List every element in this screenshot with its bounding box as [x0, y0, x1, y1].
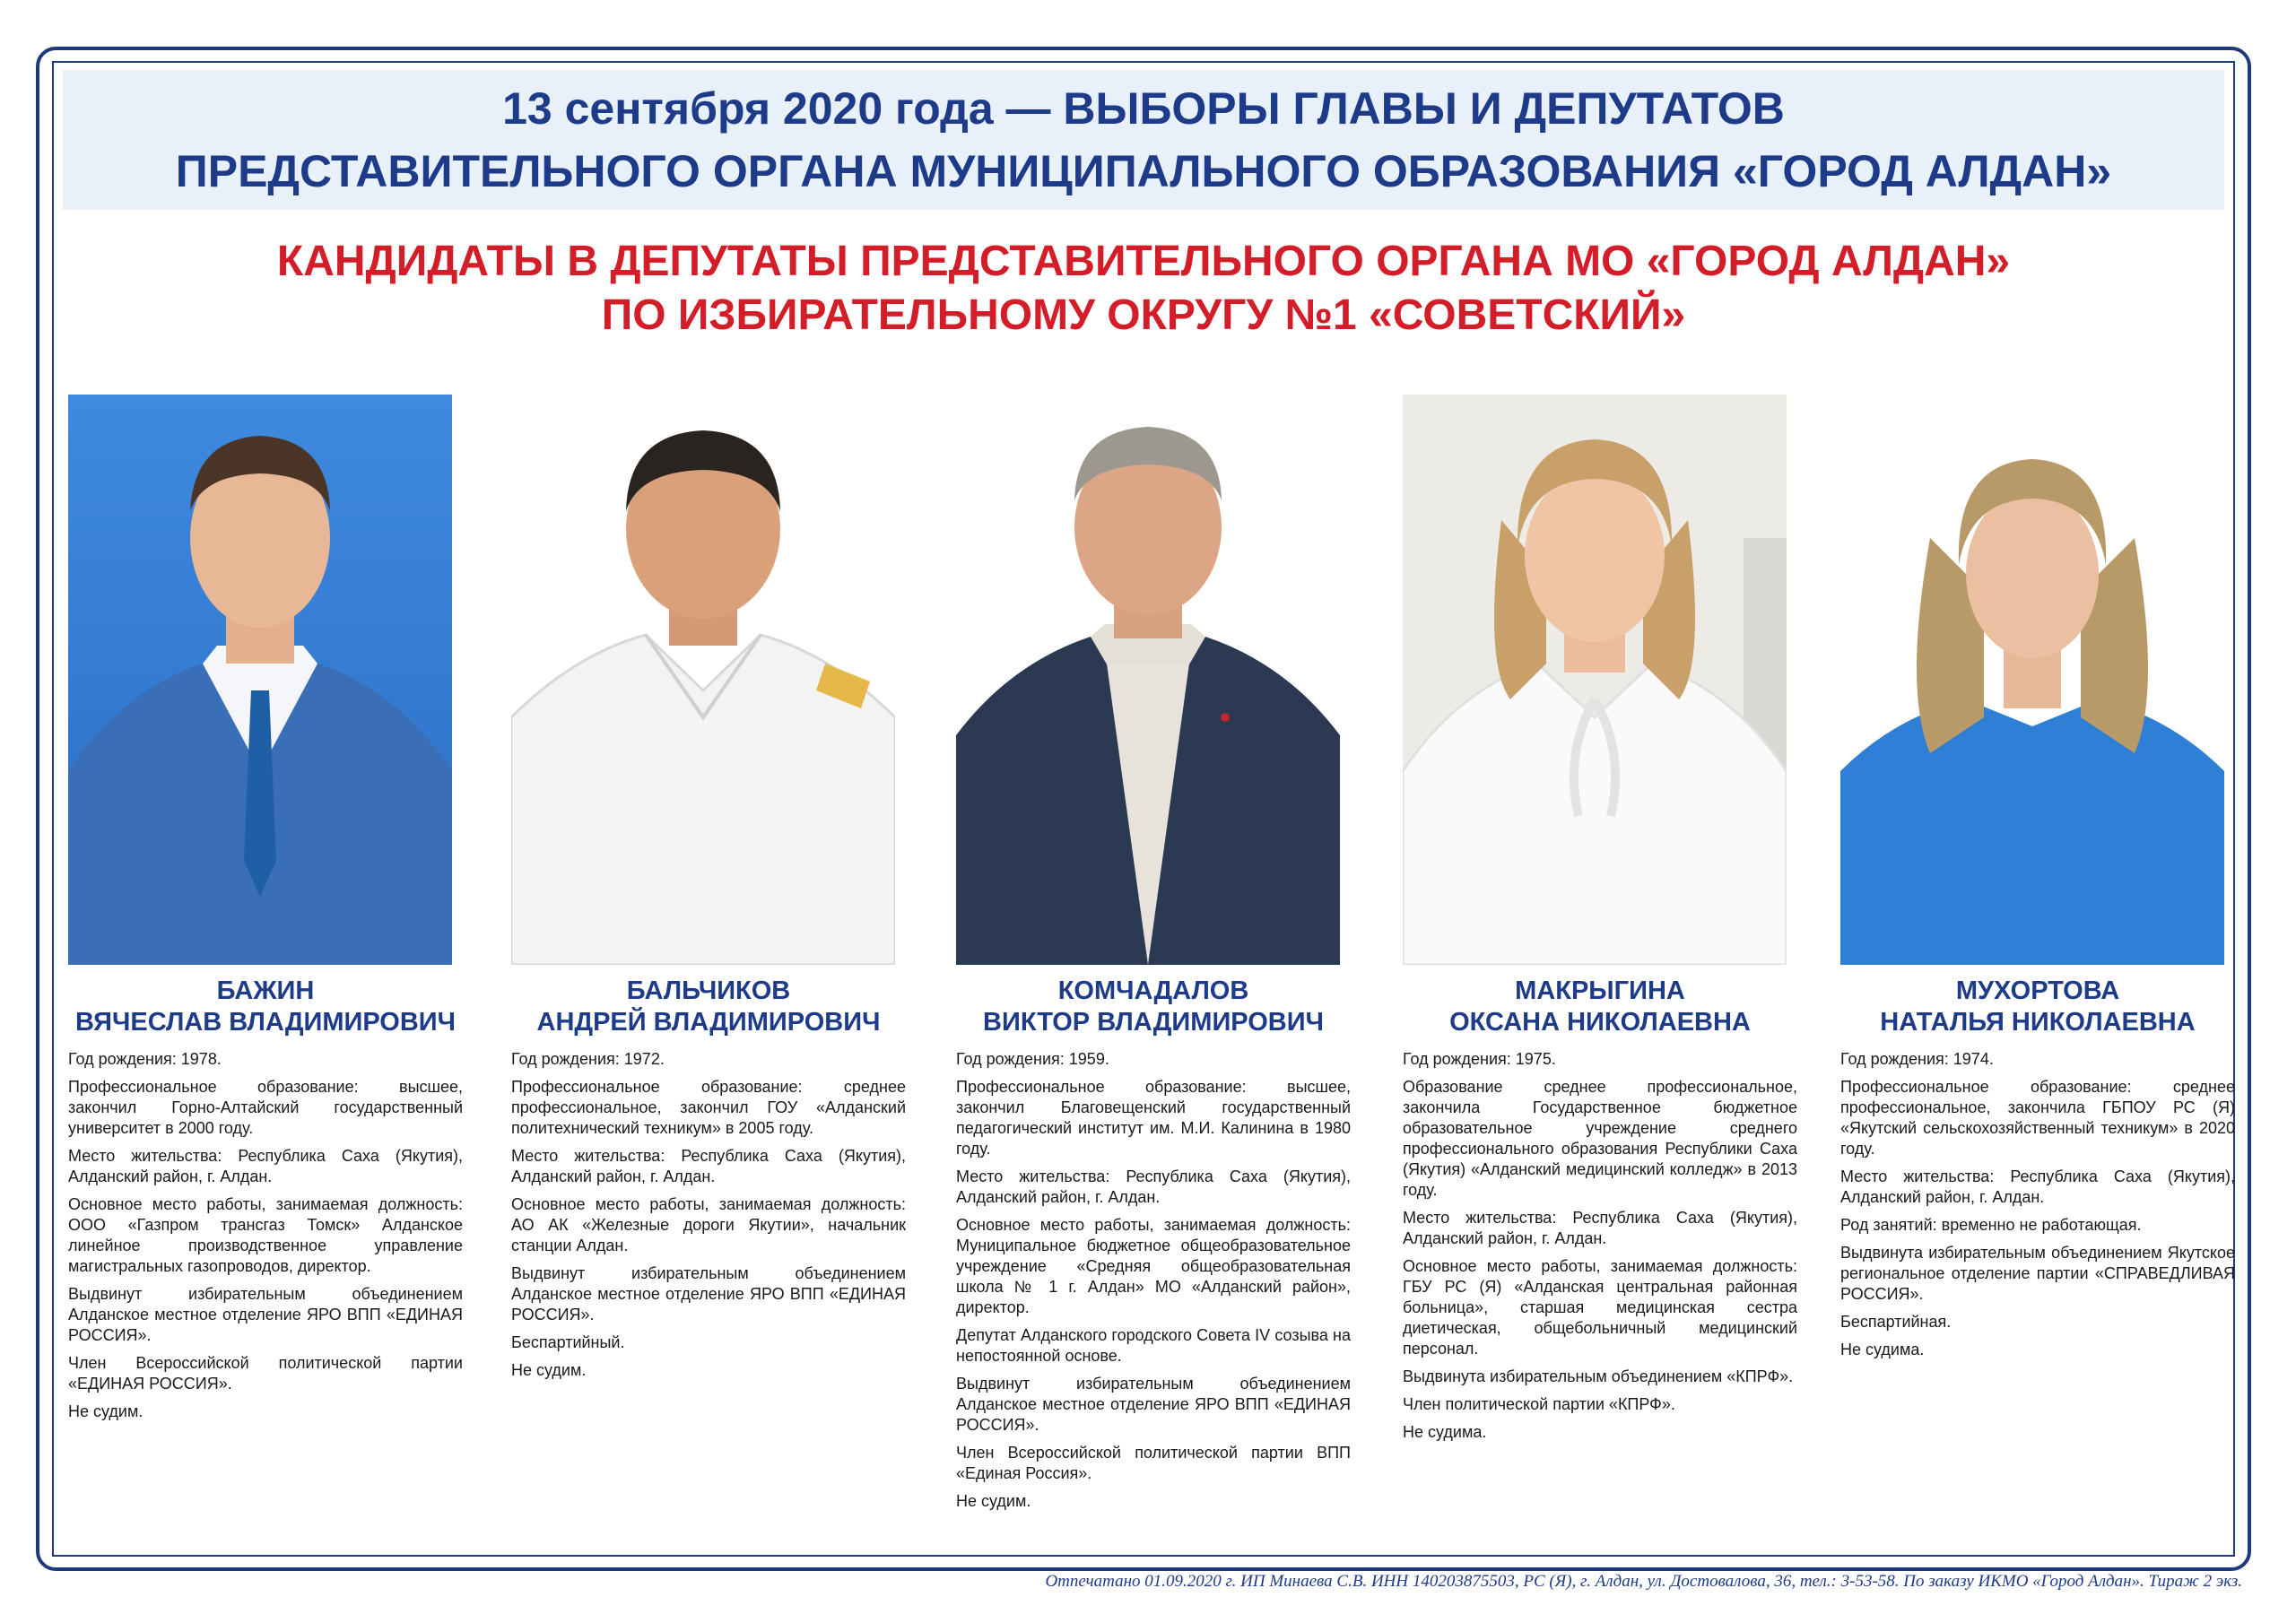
bio-line: Выдвинут избирательным объединением Алданское местное отделение ЯРО ВПП «ЕДИНАЯ РОССИЯ». [68, 1285, 463, 1344]
bio-line: Выдвинут избирательным объединением Алданское местное отделение ЯРО ВПП «ЕДИНАЯ РОССИЯ». [956, 1375, 1351, 1434]
candidate-photo [68, 395, 452, 965]
candidate-photo [956, 395, 1340, 965]
candidate-given-names: ОКСАНА НИКОЛАЕВНА [1449, 1008, 1751, 1037]
candidate-surname: БАЛЬЧИКОВ [626, 976, 791, 1005]
bio-line: Член Всероссийской политической партии «ЕДИНАЯ РОССИЯ». [68, 1354, 463, 1393]
bio-line: Не судим. [68, 1402, 144, 1420]
candidate-card [511, 395, 906, 1388]
candidate-photo [1403, 395, 1787, 965]
title-line-1: 13 сентября 2020 года — ВЫБОРЫ ГЛАВЫ И ДЕПУТАТОВ [502, 83, 1785, 134]
bio-line: Год рождения: 1959. [956, 1050, 1109, 1068]
candidate-card [1840, 395, 2235, 1367]
candidate-name [956, 976, 1351, 1038]
candidate-name [68, 976, 463, 1038]
candidate-card [68, 395, 463, 1429]
candidate-name [511, 976, 906, 1038]
candidate-bio [511, 1049, 906, 1381]
bio-line: Не судима. [1403, 1423, 1487, 1441]
candidate-given-names: АНДРЕЙ ВЛАДИМИРОВИЧ [536, 1008, 881, 1037]
bio-line: Место жительства: Республика Саха (Якутия), Алданский район, г. Алдан. [68, 1147, 463, 1185]
candidate-bio [68, 1049, 463, 1422]
bio-line: Профессиональное образование: среднее профессиональное, закончила ГБПОУ РС (Я) «Якутский сельскохозяйственный техникум» в 2020 году. [1840, 1078, 2235, 1158]
bio-line: Депутат Алданского городского Совета IV созыва на непостоянной основе. [956, 1326, 1351, 1365]
print-imprint: Отпечатано 01.09.2020 г. ИП Минаева С.В. ИНН 140203875503, РС (Я), г. Алдан, ул. Достовалова, 36, тел.: 3-53-58. По заказу ИКМО «Город Алдан». Тираж 2 экз. [1045, 1572, 2242, 1591]
subtitle-line-1: КАНДИДАТЫ В ДЕПУТАТЫ ПРЕДСТАВИТЕЛЬНОГО ОРГАНА МО «ГОРОД АЛДАН» [276, 238, 2011, 285]
candidate-card [956, 395, 1351, 1519]
bio-line: Год рождения: 1974. [1840, 1050, 1994, 1068]
bio-line: Беспартийная. [1840, 1313, 1952, 1331]
bio-line: Профессиональное образование: высшее, закончил Благовещенский государственный педагогический институт им. М.И. Калинина в 1980 году. [956, 1078, 1351, 1158]
candidate-given-names: ВЯЧЕСЛАВ ВЛАДИМИРОВИЧ [74, 1008, 457, 1037]
bio-line: Место жительства: Республика Саха (Якутия), Алданский район, г. Алдан. [511, 1147, 906, 1185]
bio-line: Беспартийный. [511, 1333, 625, 1351]
candidate-given-names: ВИКТОР ВЛАДИМИРОВИЧ [983, 1008, 1324, 1037]
candidate-surname: БАЖИН [216, 976, 315, 1005]
title-line-2: ПРЕДСТАВИТЕЛЬНОГО ОРГАНА МУНИЦИПАЛЬНОГО ОБРАЗОВАНИЯ «ГОРОД АЛДАН» [175, 146, 2112, 196]
candidate-bio [1840, 1049, 2235, 1360]
candidate-photo [1840, 395, 2224, 965]
candidate-surname: МАКРЫГИНА [1515, 976, 1685, 1005]
bio-line: Год рождения: 1978. [68, 1050, 222, 1068]
bio-line: Место жительства: Республика Саха (Якутия), Алданский район, г. Алдан. [1403, 1209, 1797, 1247]
candidate-card [1403, 395, 1797, 1450]
bio-line: Основное место работы, занимаемая должность: Муниципальное бюджетное общеобразовательное учреждение «Средняя общеобразовательная школа № 1 г. Алдан» МО «Алданский район», директор. [956, 1216, 1351, 1316]
bio-line: Член Всероссийской политической партии ВПП «Единая Россия». [956, 1444, 1351, 1482]
bio-line: Основное место работы, занимаемая должность: ГБУ РС (Я) «Алданская центральная районная больница», старшая медицинская сестра диетическая, общебольничный медицинский персонал. [1403, 1257, 1797, 1358]
candidate-name [1403, 976, 1797, 1038]
bio-line: Род занятий: временно не работающая. [1840, 1216, 2142, 1234]
candidate-bio [956, 1049, 1351, 1512]
bio-line: Место жительства: Республика Саха (Якутия), Алданский район, г. Алдан. [956, 1167, 1351, 1206]
poster-subtitle [63, 235, 2224, 343]
subtitle-line-2: ПО ИЗБИРАТЕЛЬНОМУ ОКРУГУ №1 «СОВЕТСКИЙ» [601, 291, 1686, 339]
poster-title [63, 77, 2224, 203]
bio-line: Профессиональное образование: среднее профессиональное, закончил ГОУ «Алданский политехнический техникум» в 2005 году. [511, 1078, 906, 1137]
candidate-photo [511, 395, 895, 965]
bio-line: Год рождения: 1975. [1403, 1050, 1556, 1068]
bio-line: Год рождения: 1972. [511, 1050, 665, 1068]
candidate-surname: КОМЧАДАЛОВ [1057, 976, 1249, 1005]
bio-line: Образование среднее профессиональное, закончила Государственное бюджетное образовательное учреждение среднего профессионального образования Республики Саха (Якутия) «Алданский медицинский колледж» в 2013 году. [1403, 1078, 1797, 1199]
bio-line: Профессиональное образование: высшее, закончил Горно-Алтайский государственный университет в 2000 году. [68, 1078, 463, 1137]
candidate-surname: МУХОРТОВА [1955, 976, 2120, 1005]
bio-line: Выдвинут избирательным объединением Алданское местное отделение ЯРО ВПП «ЕДИНАЯ РОССИЯ». [511, 1264, 906, 1324]
bio-line: Член политической партии «КПРФ». [1403, 1395, 1675, 1413]
bio-line: Основное место работы, занимаемая должность: ООО «Газпром трансгаз Томск» Алданское линейное производственное управление магистральных газопроводов, директор. [68, 1195, 463, 1275]
candidate-bio [1403, 1049, 1797, 1443]
candidate-name [1840, 976, 2235, 1038]
bio-line: Не судим. [956, 1492, 1031, 1510]
bio-line: Не судима. [1840, 1341, 1925, 1358]
bio-line: Не судим. [511, 1361, 587, 1379]
bio-line: Выдвинута избирательным объединением Якутское региональное отделение партии «СПРАВЕДЛИВАЯ РОССИЯ». [1840, 1244, 2235, 1303]
candidate-given-names: НАТАЛЬЯ НИКОЛАЕВНА [1880, 1008, 2196, 1037]
bio-line: Выдвинута избирательным объединением «КПРФ». [1403, 1367, 1794, 1385]
bio-line: Место жительства: Республика Саха (Якутия), Алданский район, г. Алдан. [1840, 1167, 2235, 1206]
bio-line: Основное место работы, занимаемая должность: АО АК «Железные дороги Якутии», начальник станции Алдан. [511, 1195, 906, 1254]
